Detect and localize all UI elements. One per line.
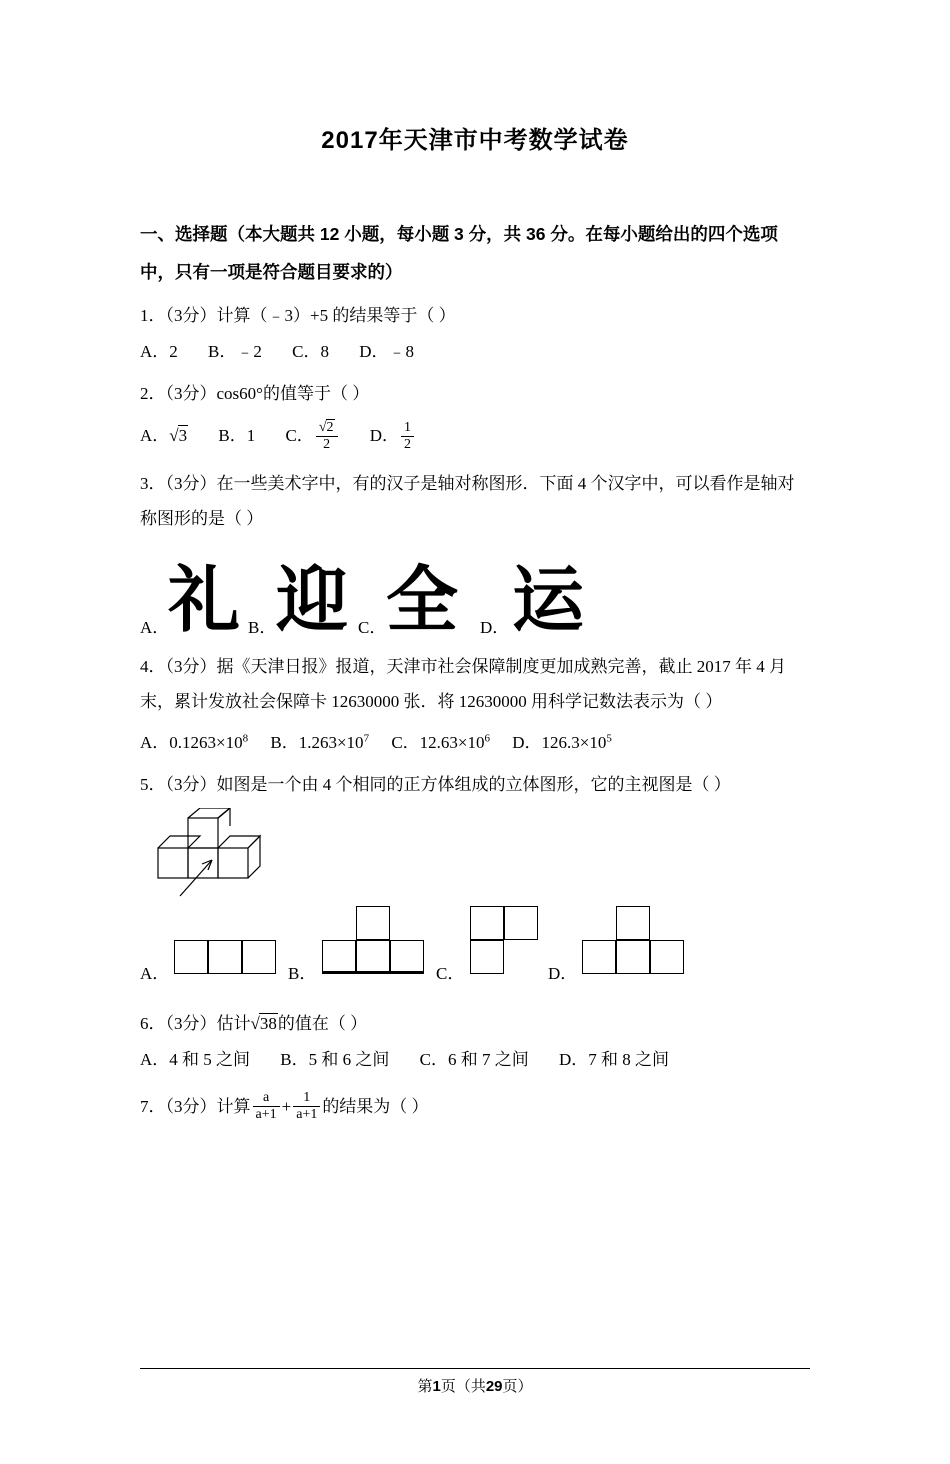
view-d-cell-3 [650,940,684,974]
section-heading: 一、选择题（本大题共 12 小题，每小题 3 分，共 36 分。在每小题给出的四个选项中，只有一项是符合题目要求的） [140,224,778,282]
option-d: D．﹣8 [359,342,414,361]
question-6-number: 6． [140,1013,166,1033]
question-6-score: （3分） [165,1013,217,1033]
question-2-text: cos60°的值等于（ ） [216,384,370,403]
question-6 [140,1006,810,1041]
option-a-label: A． [140,963,170,983]
question-3-number: 3． [140,474,166,493]
art-char-li: 礼 [168,558,241,642]
option-c-label: C． [358,618,387,637]
fraction-1: $\frac{a}{a+1}$ [253,1090,280,1123]
view-b-cell-top [356,906,390,940]
option-d: D． $\frac{1}{2}$ [370,426,416,445]
plus-sign: + [281,1096,292,1116]
view-a-cell-2 [208,940,242,974]
question-2-score: （3分） [165,384,217,403]
fraction-2: $\frac{1}{a+1}$ [293,1090,320,1123]
question-7 [140,1084,810,1130]
question-3-text: 在一些美术字中，有的汉子是轴对称图形．下面 4 个汉字中，可以看作是轴对称图形的是（ ） [140,474,795,528]
option-c: C．8 [292,342,329,361]
art-char-ying: 迎 [276,558,349,642]
view-a-cell-1 [174,940,208,974]
question-7-score: （3分） [165,1096,217,1116]
view-b-cell-2 [356,940,390,974]
cube-stack-icon [150,808,330,900]
question-4-score: （3分） [165,657,217,676]
option-d: D．$126.3\times 10^5$ [512,732,612,752]
question-5-score: （3分） [165,774,217,794]
option-b: B．$1.263\times 10^7$ [270,732,370,752]
page-footer [0,1368,950,1396]
option-c: C． $\frac{√2}{2}$ [285,426,343,445]
option-a-label: A． [140,618,170,637]
question-7-text-prefix: 计算 [216,1096,251,1116]
radical-icon: √2 [318,419,334,435]
question-6-options [140,1043,810,1077]
question-4-number: 4． [140,657,166,676]
option-c: C．$12.63\times 10^6$ [391,732,490,752]
question-3 [140,466,810,536]
option-b-label: B． [288,963,317,983]
footer-prefix: 第 [417,1378,433,1395]
question-1-score: （3分） [165,306,217,325]
question-4 [140,649,810,719]
page-title: 2017年天津市中考数学试卷 [321,127,629,154]
option-b: B．5 和 6 之间 [280,1049,390,1069]
question-1-text: 计算（﹣3）+5 的结果等于（ ） [216,306,456,325]
option-b-label: B． [248,618,277,637]
question-1 [140,298,810,333]
question-2-number: 2． [140,384,166,403]
fraction: $\frac{√2}{2}$ [316,420,338,453]
view-b-cell-1 [322,940,356,974]
option-d-label: D． [548,963,578,983]
option-b: B．﹣2 [208,342,262,361]
view-c-cell-top-left [470,906,504,940]
solid-figure-diagram [150,808,810,900]
view-b-cell-3 [390,940,424,974]
footer-page-number: 1 [432,1378,441,1395]
question-1-number: 1． [140,306,166,325]
view-d-cell-1 [582,940,616,974]
question-5-text: 如图是一个由 4 个相同的正方体组成的立体图形，它的主视图是（ ） [216,774,731,794]
art-char-quan: 全 [386,558,459,642]
question-7-number: 7． [140,1096,166,1116]
option-b: B．1 [218,426,256,445]
question-3-art-options [140,546,810,642]
radical-icon: √38 [250,1013,277,1033]
fraction: $\frac{1}{2}$ [401,420,414,453]
question-6-text-suffix: 的值在（ ） [277,1013,368,1033]
question-2-options [140,413,810,459]
question-5-number: 5． [140,774,166,794]
question-4-text: 据《天津日报》报道，天津市社会保障制度更加成熟完善，截止 2017 年 4 月末，累计发放社会保障卡 12630000 张．将 12630000 用科学记数法表示为（ ） [140,657,786,711]
view-c-cell-top-right [504,906,538,940]
option-a: A．2 [140,342,178,361]
footer-suffix: 页） [502,1378,533,1395]
footer-total-pages: 29 [485,1378,503,1395]
question-3-score: （3分） [165,474,217,493]
radical-icon: √3 [169,426,188,445]
art-char-yun: 运 [512,558,585,642]
view-a-cell-3 [242,940,276,974]
question-6-text-prefix: 估计 [216,1013,251,1033]
option-c: C．6 和 7 之间 [419,1049,529,1069]
question-4-options [140,721,810,760]
option-a: A．4 和 5 之间 [140,1049,251,1069]
footer-middle: 页（共 [440,1378,486,1395]
question-1-options [140,335,810,369]
option-d: D．7 和 8 之间 [558,1049,669,1069]
option-a: A．√3 [140,426,188,445]
view-d-cell-2 [616,940,650,974]
option-d-label: D． [480,618,510,637]
option-c-label: C． [436,963,465,983]
option-a: A．$0.1263\times 10^8$ [140,732,249,752]
question-5 [140,767,810,802]
view-c-cell-bottom [470,940,504,974]
question-2 [140,376,810,411]
question-5-view-options [140,910,810,990]
question-7-text-suffix: 的结果为（ ） [322,1096,429,1116]
footer-divider [140,1368,810,1369]
view-d-cell-top [616,906,650,940]
document-page [0,120,950,1464]
